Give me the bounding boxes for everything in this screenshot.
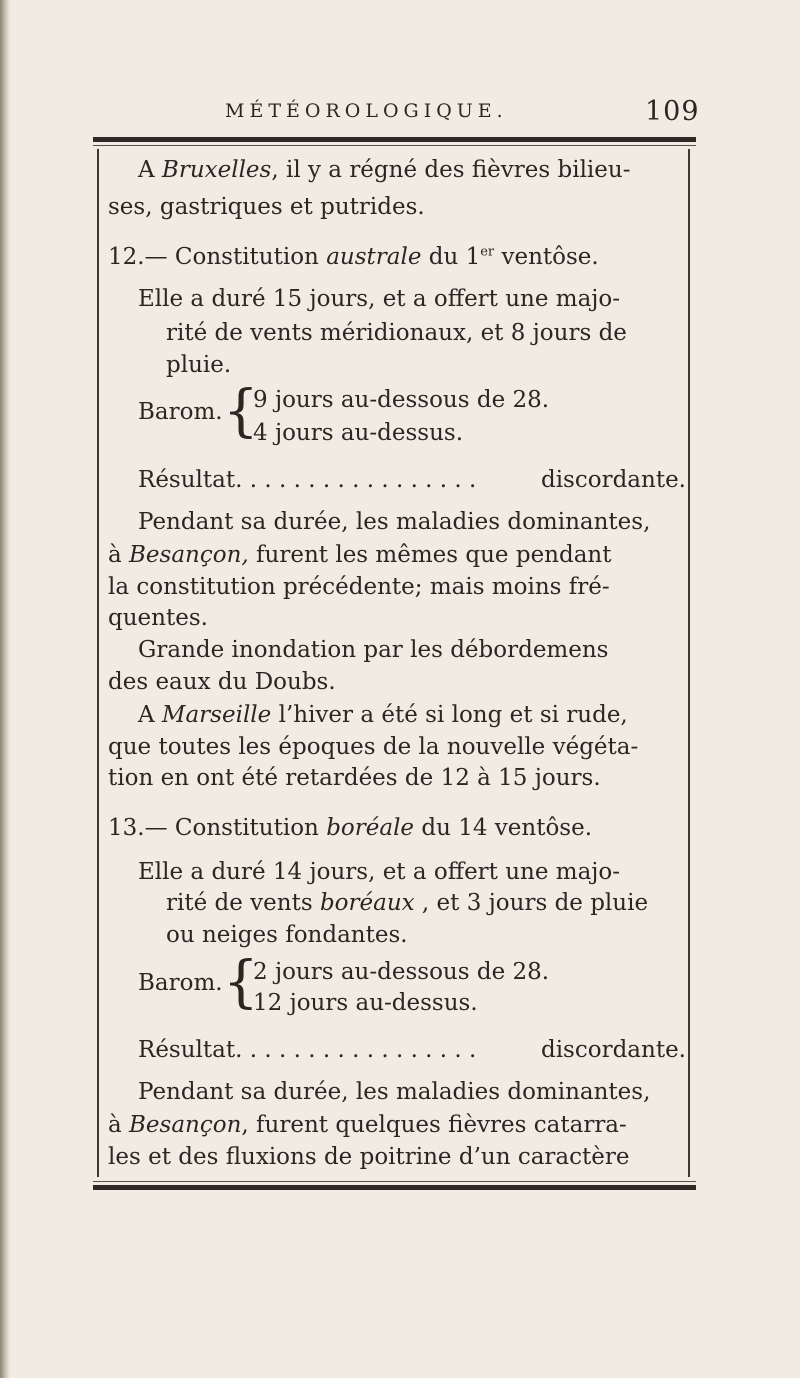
text-line: des eaux du Doubs. xyxy=(108,669,336,695)
text-line: Elle a duré 15 jours, et a offert une majo- xyxy=(138,286,621,312)
top-rule-thin xyxy=(93,145,696,146)
text-line: rité de vents méridionaux, et 8 jours de xyxy=(166,320,627,346)
text-line: à Besançon, furent les mêmes que pendant xyxy=(108,542,612,568)
barometer-above: 4 jours au-dessus. xyxy=(253,420,464,446)
section-heading: 13.— Constitution boréale du 14 ventôse. xyxy=(108,815,593,841)
bottom-rule xyxy=(93,1185,696,1190)
bottom-rule-thin xyxy=(93,1181,696,1182)
text-line: rité de vents boréaux , et 3 jours de pluie xyxy=(166,890,649,916)
running-head xyxy=(225,96,705,132)
text-line: ses, gastriques et putrides. xyxy=(108,194,425,220)
result-line: Résultat. . . . . . . . . . . . . . . . . discordante. xyxy=(138,1037,686,1063)
section-heading: 12.— Constitution australe du 1er ventôse. xyxy=(108,244,599,270)
text-line: ou neiges fondantes. xyxy=(166,922,408,948)
text-frame xyxy=(93,137,696,1190)
top-rule xyxy=(93,137,696,142)
text-line: Grande inondation par les débordemens xyxy=(138,637,609,663)
result-line: Résultat. . . . . . . . . . . . . . . . . discordante. xyxy=(138,467,686,493)
text-line: Pendant sa durée, les maladies dominantes, xyxy=(138,509,651,535)
page-edge xyxy=(0,0,10,1378)
text-line: tion en ont été retardées de 12 à 15 jours. xyxy=(108,765,601,791)
text-line: pluie. xyxy=(166,352,232,378)
right-rule xyxy=(688,149,690,1177)
brace-icon: { xyxy=(223,950,259,1015)
running-title: MÉTÉOROLOGIQUE. xyxy=(225,100,508,122)
left-rule xyxy=(97,149,99,1177)
text-line: quentes. xyxy=(108,605,208,631)
text-line: à Besançon, furent quelques fièvres catarra- xyxy=(108,1112,627,1138)
barometer-label: Barom. xyxy=(138,399,223,425)
barometer-below: 9 jours au-dessous de 28. xyxy=(253,387,550,413)
text-line: A Marseille l’hiver a été si long et si rude, xyxy=(138,702,628,728)
brace-icon: { xyxy=(223,379,259,444)
page-number: 109 xyxy=(645,96,700,127)
text-line: les et des fluxions de poitrine d’un caractère xyxy=(108,1144,630,1170)
text-line: Elle a duré 14 jours, et a offert une majo- xyxy=(138,859,621,885)
barometer-below: 2 jours au-dessous de 28. xyxy=(253,959,550,985)
text-line: A Bruxelles, il y a régné des fièvres bilieu- xyxy=(138,157,631,183)
barometer-above: 12 jours au-dessus. xyxy=(253,990,478,1016)
barometer-label: Barom. xyxy=(138,970,223,996)
text-line: que toutes les époques de la nouvelle végéta- xyxy=(108,734,639,760)
text-line: la constitution précédente; mais moins fré- xyxy=(108,574,610,600)
text-line: Pendant sa durée, les maladies dominantes, xyxy=(138,1079,651,1105)
